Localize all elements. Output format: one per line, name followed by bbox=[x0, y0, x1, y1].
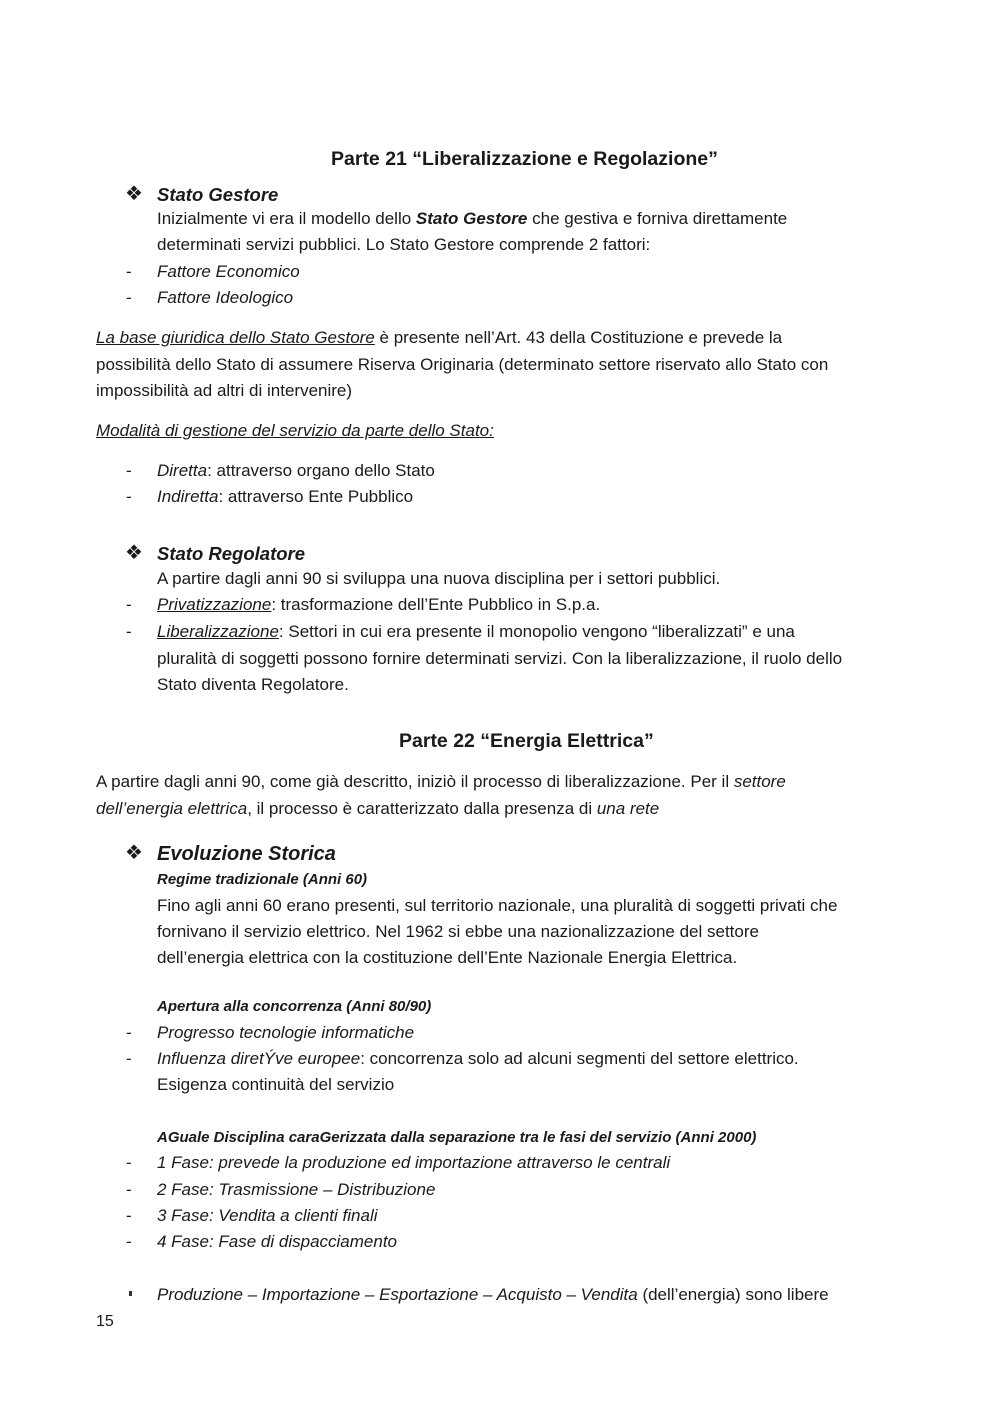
list-item bbox=[157, 619, 795, 645]
italic-term: Produzione – Importazione – Esportazione – Acquisto – Vendita bbox=[157, 1285, 638, 1304]
base-giuridica-line3: impossibilità ad altri di intervenire) bbox=[96, 381, 353, 400]
final-line bbox=[157, 1282, 829, 1308]
dash-bullet: - bbox=[126, 595, 132, 614]
modalita-heading: Modalità di gestione del servizio da parte dello Stato: bbox=[96, 421, 494, 440]
part22-intro-line2 bbox=[96, 796, 659, 822]
italic-term: dell’energia elettrica bbox=[96, 799, 248, 818]
list-item: Fattore Economico bbox=[157, 262, 300, 281]
regime-line3: dell’energia elettrica con la costituzione dell’Ente Nazionale Energia Elettrica. bbox=[157, 948, 738, 967]
text-span: è presente nell’Art. 43 della Costituzione e prevede la bbox=[374, 328, 783, 347]
list-item: 2 Fase: Trasmissione – Distribuzione bbox=[157, 1180, 436, 1199]
underlined-term: Privatizzazione bbox=[157, 595, 272, 614]
diamond-bullet-icon: ❖ bbox=[125, 542, 143, 564]
list-item-continuation: Stato diventa Regolatore. bbox=[157, 675, 349, 694]
list-item bbox=[157, 1046, 799, 1072]
dash-bullet: - bbox=[126, 1049, 132, 1068]
apertura-heading: Apertura alla concorrenza (Anni 80/90) bbox=[157, 998, 432, 1015]
underlined-term: Liberalizzazione bbox=[157, 622, 279, 641]
italic-term: una rete bbox=[596, 799, 660, 818]
underlined-term: La base giuridica dello Stato Gestore bbox=[96, 328, 375, 347]
text-span: : attraverso organo dello Stato bbox=[207, 461, 435, 480]
text-span: : Settori in cui era presente il monopolio vengono “liberalizzati” e una bbox=[278, 622, 795, 641]
italic-term: Indiretta bbox=[157, 487, 219, 506]
stato-gestore-heading: Stato Gestore bbox=[157, 184, 279, 205]
diamond-bullet-icon: ❖ bbox=[125, 842, 143, 864]
stato-gestore-line1 bbox=[157, 206, 787, 232]
stato-regolatore-heading: Stato Regolatore bbox=[157, 543, 306, 564]
list-item: Fattore Ideologico bbox=[157, 288, 294, 307]
list-item bbox=[157, 484, 413, 510]
dash-bullet: - bbox=[126, 1023, 132, 1042]
italic-term: settore bbox=[733, 772, 786, 791]
dash-bullet: - bbox=[126, 1180, 132, 1199]
italic-term: Influenza diretÝve europee bbox=[157, 1049, 361, 1068]
evoluzione-heading: Evoluzione Storica bbox=[157, 843, 336, 865]
list-item bbox=[157, 592, 600, 618]
regime-line1: Fino agli anni 60 erano presenti, sul territorio nazionale, una pluralità di soggetti privati che bbox=[157, 896, 838, 915]
stato-regolatore-intro: A partire dagli anni 90 si sviluppa una nuova disciplina per i settori pubblici. bbox=[157, 569, 721, 588]
dash-bullet: - bbox=[126, 1232, 132, 1251]
text-span: : trasformazione dell’Ente Pubblico in S.p.a. bbox=[271, 595, 601, 614]
dash-bullet: - bbox=[126, 288, 132, 307]
list-item: 4 Fase: Fase di dispacciamento bbox=[157, 1232, 398, 1251]
diamond-bullet-icon: ❖ bbox=[125, 183, 143, 205]
dash-bullet: - bbox=[126, 1206, 132, 1225]
small-bullet-icon bbox=[129, 1291, 132, 1296]
bold-term: Stato Gestore bbox=[415, 209, 528, 228]
dash-bullet: - bbox=[126, 622, 132, 641]
italic-term: Diretta bbox=[157, 461, 208, 480]
list-item bbox=[157, 458, 435, 484]
regime-line2: fornivano il servizio elettrico. Nel 1962 si ebbe una nazionalizzazione del settore bbox=[157, 922, 759, 941]
base-giuridica-line1 bbox=[96, 325, 782, 351]
part22-title: Parte 22 “Energia Elettrica” bbox=[399, 730, 654, 752]
list-item: Progresso tecnologie informatiche bbox=[157, 1023, 415, 1042]
part21-title: Parte 21 “Liberalizzazione e Regolazione” bbox=[331, 148, 718, 170]
part22-intro-line1 bbox=[96, 769, 786, 795]
list-item-continuation: pluralità di soggetti possono fornire determinati servizi. Con la liberalizzazione, il ruolo dello bbox=[157, 649, 843, 668]
text-span: Inizialmente vi era il modello dello bbox=[157, 209, 416, 228]
dash-bullet: - bbox=[126, 461, 132, 480]
dash-bullet: - bbox=[126, 262, 132, 281]
text-span: A partire dagli anni 90, come già descritto, iniziò il processo di liberalizzazione. Per il bbox=[96, 772, 734, 791]
base-giuridica-line2: possibilità dello Stato di assumere Riserva Originaria (determinato settore riservato allo Stato con bbox=[96, 355, 829, 374]
attuale-heading: AGuale Disciplina caraGerizzata dalla separazione tra le fasi del servizio (Anni 2000) bbox=[157, 1129, 757, 1146]
text-span: : attraverso Ente Pubblico bbox=[218, 487, 414, 506]
list-item-continuation: Esigenza continuità del servizio bbox=[157, 1075, 395, 1094]
page-number: 15 bbox=[96, 1313, 114, 1330]
text-span: : concorrenza solo ad alcuni segmenti del settore elettrico. bbox=[360, 1049, 799, 1068]
text-span: , il processo è caratterizzato dalla presenza di bbox=[247, 799, 597, 818]
text-span: (dell’energia) sono libere bbox=[637, 1285, 829, 1304]
list-item: 3 Fase: Vendita a clienti finali bbox=[157, 1206, 378, 1225]
stato-gestore-line2: determinati servizi pubblici. Lo Stato Gestore comprende 2 fattori: bbox=[157, 235, 651, 254]
list-item: 1 Fase: prevede la produzione ed importazione attraverso le centrali bbox=[157, 1153, 671, 1172]
dash-bullet: - bbox=[126, 1153, 132, 1172]
regime-heading: Regime tradizionale (Anni 60) bbox=[157, 871, 368, 888]
text-span: che gestiva e forniva direttamente bbox=[527, 209, 788, 228]
dash-bullet: - bbox=[126, 487, 132, 506]
